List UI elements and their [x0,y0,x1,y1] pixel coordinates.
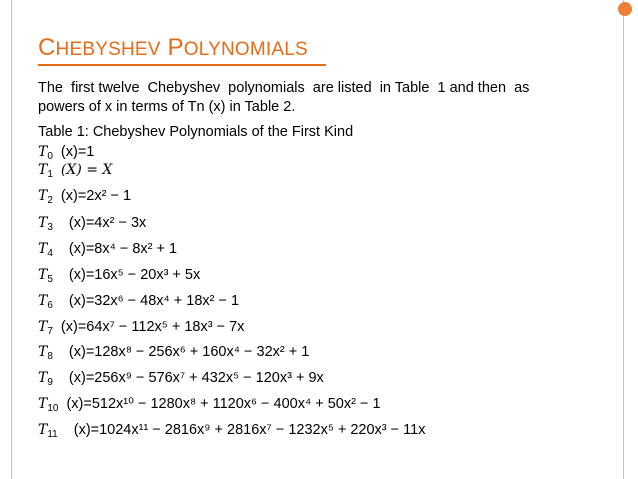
equation-t2: $T_2$ (x)=2x² − 1 [38,188,132,206]
table-caption: Table 1: Chebyshev Polynomials of the First Kind [38,124,354,140]
equation-t4: $T_4$ (x)=8x⁴ − 8x² + 1 [38,241,178,259]
equation-t9: $T_9$ (x)=256x⁹ − 576x⁷ + 432x⁵ − 120x³ + 9x [38,370,324,388]
equation-t1: $T_1$ (X) = X [38,162,113,180]
equation-t8: $T_8$ (x)=128x⁸ − 256x⁶ + 160x⁴ − 32x² + 1 [38,344,310,362]
equation-t5: $T_5$ (x)=16x⁵ − 20x³ + 5x [38,267,201,285]
equation-t6: $T_6$ (x)=32x⁶ − 48x⁴ + 18x² − 1 [38,293,240,311]
slide-title: CHEBYSHEV POLYNOMIALS [38,34,308,61]
title-underline [38,64,326,66]
equation-t7: $T_7$ (x)=64x⁷ − 112x⁵ + 18x³ − 7x [38,319,245,337]
equation-t3: $T_3$ (x)=4x² − 3x [38,215,147,233]
equation-t11: $T_{11}$ (x)=1024x¹¹ − 2816x⁹ + 2816x⁷ − 1232x⁵ + 220x³ − 11x [38,422,426,440]
equation-t0: $T_0$ (x)=1 [38,144,95,162]
intro-paragraph: The first twelve Chebyshev polynomials are listed in Table 1 and then as powers of x in terms of Tn (x) in Table 2. [38,80,534,115]
equation-t10: $T_{10}$ (x)=512x¹⁰ − 1280x⁸ + 1120x⁶ − 400x⁴ + 50x² − 1 [38,396,381,414]
corner-dot-decoration [618,2,632,16]
